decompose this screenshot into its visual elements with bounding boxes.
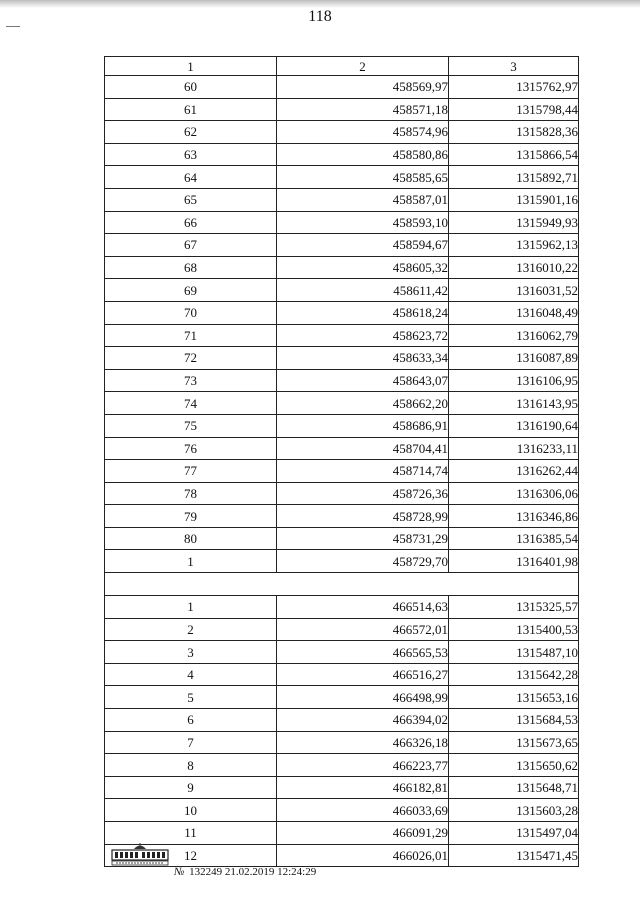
x-coordinate-cell: 458569,97 [277,76,449,99]
x-coordinate-cell: 458728,99 [277,505,449,528]
y-coordinate-cell: 1316106,95 [449,369,579,392]
section-separator-row [105,573,579,596]
table-row [105,822,579,845]
point-number-cell: 70 [105,301,277,324]
table-row [105,844,579,867]
point-number-cell: 8 [105,754,277,777]
point-number-cell: 71 [105,324,277,347]
y-coordinate-cell: 1315949,93 [449,211,579,234]
y-coordinate-cell: 1316233,11 [449,437,579,460]
x-coordinate-cell: 466394,02 [277,709,449,732]
point-number-cell: 7 [105,731,277,754]
y-coordinate-cell: 1315603,28 [449,799,579,822]
y-coordinate-cell: 1316048,49 [449,301,579,324]
y-coordinate-cell: 1316401,98 [449,550,579,573]
point-number-cell: 3 [105,641,277,664]
x-coordinate-cell: 458643,07 [277,369,449,392]
x-coordinate-cell: 458611,42 [277,279,449,302]
state-building-stamp-icon [110,842,170,873]
table-row [105,709,579,732]
y-coordinate-cell: 1315650,62 [449,754,579,777]
column-header: 3 [449,57,579,76]
x-coordinate-cell: 466033,69 [277,799,449,822]
table-row [105,731,579,754]
y-coordinate-cell: 1316346,86 [449,505,579,528]
point-number-cell: 63 [105,143,277,166]
table-row [105,234,579,257]
table-row [105,460,579,483]
x-coordinate-cell: 458726,36 [277,482,449,505]
table-row [105,166,579,189]
point-number-cell: 72 [105,347,277,370]
point-number-cell: 11 [105,822,277,845]
x-coordinate-cell: 466514,63 [277,596,449,619]
table-row [105,414,579,437]
y-coordinate-cell: 1315653,16 [449,686,579,709]
point-number-cell: 62 [105,121,277,144]
y-coordinate-cell: 1315400,53 [449,618,579,641]
point-number-cell: 9 [105,776,277,799]
point-number-cell: 79 [105,505,277,528]
point-number-cell: 65 [105,188,277,211]
y-coordinate-cell: 1315762,97 [449,76,579,99]
table-row [105,505,579,528]
x-coordinate-cell: 466516,27 [277,663,449,686]
table-row [105,188,579,211]
y-coordinate-cell: 1316306,06 [449,482,579,505]
table-row [105,347,579,370]
y-coordinate-cell: 1316385,54 [449,527,579,550]
point-number-cell: 67 [105,234,277,257]
y-coordinate-cell: 1315798,44 [449,98,579,121]
x-coordinate-cell: 458729,70 [277,550,449,573]
x-coordinate-cell: 466572,01 [277,618,449,641]
point-number-cell: 73 [105,369,277,392]
x-coordinate-cell: 466498,99 [277,686,449,709]
table-row [105,392,579,415]
point-number-cell: 76 [105,437,277,460]
table-row [105,527,579,550]
point-number-cell: 2 [105,618,277,641]
x-coordinate-cell: 458580,86 [277,143,449,166]
coordinates-table [104,56,579,867]
table-row [105,121,579,144]
table-row [105,663,579,686]
table-row [105,256,579,279]
point-number-cell: 1 [105,550,277,573]
scan-mark [6,26,20,27]
y-coordinate-cell: 1315901,16 [449,188,579,211]
y-coordinate-cell: 1316062,79 [449,324,579,347]
table-row [105,754,579,777]
y-coordinate-cell: 1316143,95 [449,392,579,415]
y-coordinate-cell: 1315673,65 [449,731,579,754]
registration-number-and-timestamp: 132249 21.02.2019 12:24:29 [189,866,317,878]
document-registration-line [174,866,316,878]
y-coordinate-cell: 1315892,71 [449,166,579,189]
x-coordinate-cell: 458593,10 [277,211,449,234]
point-number-cell: 74 [105,392,277,415]
separator-cell [105,573,579,596]
table-row [105,799,579,822]
x-coordinate-cell: 458587,01 [277,188,449,211]
x-coordinate-cell: 458633,34 [277,347,449,370]
x-coordinate-cell: 466091,29 [277,822,449,845]
point-number-cell: 61 [105,98,277,121]
x-coordinate-cell: 458571,18 [277,98,449,121]
table-row [105,143,579,166]
table-row [105,641,579,664]
point-number-cell: 77 [105,460,277,483]
x-coordinate-cell: 466326,18 [277,731,449,754]
x-coordinate-cell: 458704,41 [277,437,449,460]
table-row [105,596,579,619]
x-coordinate-cell: 458714,74 [277,460,449,483]
x-coordinate-cell: 466182,81 [277,776,449,799]
x-coordinate-cell: 458731,29 [277,527,449,550]
point-number-cell: 66 [105,211,277,234]
page-number: 118 [308,8,332,25]
table-row [105,211,579,234]
point-number-cell: 80 [105,527,277,550]
y-coordinate-cell: 1315962,13 [449,234,579,257]
x-coordinate-cell: 458623,72 [277,324,449,347]
y-coordinate-cell: 1315487,10 [449,641,579,664]
table-row [105,279,579,302]
x-coordinate-cell: 458618,24 [277,301,449,324]
y-coordinate-cell: 1316087,89 [449,347,579,370]
x-coordinate-cell: 458574,96 [277,121,449,144]
column-header: 1 [105,57,277,76]
number-sign: № [174,866,185,878]
point-number-cell: 64 [105,166,277,189]
x-coordinate-cell: 458605,32 [277,256,449,279]
x-coordinate-cell: 458594,67 [277,234,449,257]
table-row [105,301,579,324]
table-row [105,686,579,709]
y-coordinate-cell: 1315497,04 [449,822,579,845]
x-coordinate-cell: 458585,65 [277,166,449,189]
table-header-row [105,57,579,76]
point-number-cell: 78 [105,482,277,505]
x-coordinate-cell: 466026,01 [277,844,449,867]
point-number-cell: 69 [105,279,277,302]
table-row [105,776,579,799]
y-coordinate-cell: 1315471,45 [449,844,579,867]
y-coordinate-cell: 1316262,44 [449,460,579,483]
y-coordinate-cell: 1315866,54 [449,143,579,166]
table-row [105,324,579,347]
y-coordinate-cell: 1315648,71 [449,776,579,799]
y-coordinate-cell: 1316190,64 [449,414,579,437]
point-number-cell: 75 [105,414,277,437]
y-coordinate-cell: 1315325,57 [449,596,579,619]
table-row [105,618,579,641]
point-number-cell: 68 [105,256,277,279]
table-row [105,76,579,99]
x-coordinate-cell: 466223,77 [277,754,449,777]
y-coordinate-cell: 1316010,22 [449,256,579,279]
y-coordinate-cell: 1315642,28 [449,663,579,686]
y-coordinate-cell: 1315828,36 [449,121,579,144]
point-number-cell: 6 [105,709,277,732]
y-coordinate-cell: 1316031,52 [449,279,579,302]
point-number-cell: 60 [105,76,277,99]
y-coordinate-cell: 1315684,53 [449,709,579,732]
table-row [105,550,579,573]
x-coordinate-cell: 458662,20 [277,392,449,415]
point-number-cell: 5 [105,686,277,709]
point-number-cell: 1 [105,596,277,619]
table-row [105,437,579,460]
point-number-cell: 12 [105,844,277,867]
x-coordinate-cell: 458686,91 [277,414,449,437]
table-row [105,482,579,505]
point-number-cell: 4 [105,663,277,686]
table-row [105,369,579,392]
table-row [105,98,579,121]
point-number-cell: 10 [105,799,277,822]
column-header: 2 [277,57,449,76]
x-coordinate-cell: 466565,53 [277,641,449,664]
scan-edge-top [0,0,640,8]
